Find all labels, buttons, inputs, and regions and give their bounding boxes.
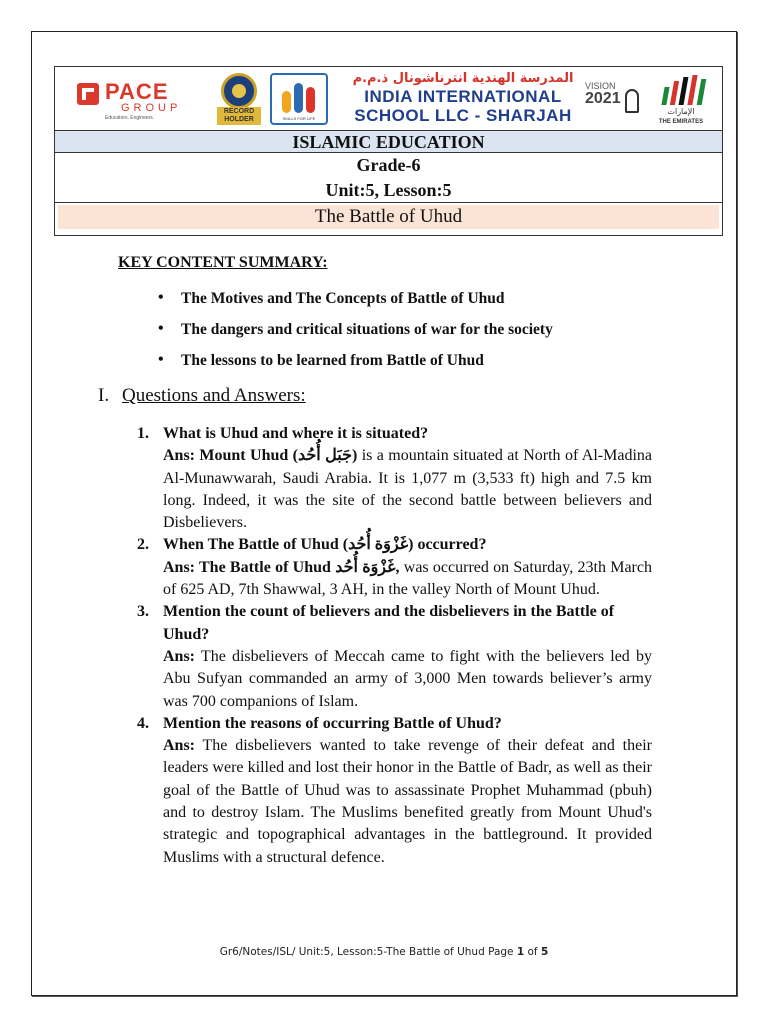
question-number: 2. [137,536,149,554]
unit-lesson-label: Unit:5, Lesson:5 [55,178,722,203]
pace-logo-group: GROUP [121,102,182,114]
qa-item [137,713,652,869]
answer-label: Ans: [163,558,196,576]
iis-bar-icon [282,91,291,113]
emirates-stripe-icon [670,81,679,105]
vision-emblem-icon [625,89,639,113]
iis-logo [270,73,328,125]
footer-text: Gr6/Notes/ISL/ Unit:5, Lesson:5-The Battle of Uhud Page [219,946,517,958]
summary-bullet: • The lessons to be learned from Battle of Uhud [158,352,553,383]
pace-group-logo [77,79,197,119]
question-number: 1. [137,425,149,442]
pace-logo-word: PACE [105,79,169,104]
answer-text [163,445,652,534]
summary-bullet-list [158,290,553,383]
footer-page-number: 1 [516,946,525,958]
answer-label: Ans: [163,737,196,755]
summary-bullet: • The dangers and critical situations of war for the society [158,321,553,352]
answer-body: The disbelievers of Meccah came to fight with the believers led by Abu Sufyan commanded an army of 3,000 Men towards believer’s army was 700 companions of Islam. [163,647,652,710]
answer-body: The disbelievers wanted to take revenge of their defeat and their leaders were killed and lost their honor in the Battle of Badr, as well as their goal of the Battle of Uhud was to assassinate Prophet Muhammad (pbuh) and to destroy Islam. The Muslims benefited greatly from Mount Uhud's strategic and topographical advantages in the battleground. It provided Muslims with a structural defence. [163,737,652,866]
vision-year: 2021 [585,90,621,107]
key-content-summary-heading: KEY CONTENT SUMMARY: [118,254,328,271]
emirates-english: THE EMIRATES [658,119,704,125]
document-header [54,66,723,236]
school-name-line1: INDIA INTERNATIONAL [364,87,562,106]
subject-title: ISLAMIC EDUCATION [55,130,722,153]
the-emirates-logo [653,75,709,127]
page-footer [0,946,768,958]
section-heading [98,385,306,407]
record-holder-plate [217,107,261,125]
answer-emphasis: The Battle of Uhud غَزْوَة أُحُد, [195,558,400,576]
vision-2021-logo [585,81,641,121]
emirates-stripe-icon [661,87,669,105]
record-holder-badge [217,73,261,125]
qa-item [137,534,652,601]
answer-body: was occurred on Saturday, 23th March of 625 AD, 7th Shawwal, 3 AH, in the valley North of Mount Uhud. [163,558,652,599]
answer-label: Ans: [163,647,196,665]
vision-label: VISION [585,81,616,91]
answer-body: is a mountain situated at North of Al-Madina Al-Munawwarah, Saudi Arabia. It is 1,077 m (3,533 ft) high and 7.5 km long. Indeed, it was the site of the second battle between believers and Disbelievers. [163,447,652,532]
question-number: 3. [137,603,149,621]
question-text: What is Uhud and where it is situated? [163,425,429,442]
answer-text [163,557,652,602]
record-label-line2: HOLDER [224,116,254,123]
record-medal-icon [221,73,257,109]
lesson-title: The Battle of Uhud [58,205,719,229]
footer-page-total: 5 [540,946,549,958]
footer-of: of [524,946,541,958]
qa-item [137,423,652,534]
iis-bar-icon [294,83,303,113]
question-number: 4. [137,714,149,732]
school-name-block [343,71,583,127]
answer-text [163,735,652,869]
grade-label: Grade-6 [356,155,421,175]
answer-label: Ans: [163,447,196,465]
emirates-stripe-icon [687,75,697,105]
school-arabic-name: المدرسة الهندية انترناشونال ذ.م.م [352,71,574,86]
question-text: Mention the count of believers and the disbelievers in the Battle of Uhud? [163,603,615,643]
emirates-stripe-icon [697,79,707,105]
answer-text [163,646,652,713]
summary-bullet: • The Motives and The Concepts of Battle of Uhud [158,290,553,321]
answer-emphasis: Mount Uhud (جَبَل أُحُد) [195,447,358,465]
school-name-line2: SCHOOL LLC - SHARJAH [354,106,572,125]
iis-bar-icon [306,87,315,113]
logo-strip [55,67,722,130]
record-label-line1: RECORD [223,108,255,115]
section-title: Questions and Answers: [122,385,306,406]
question-text: When The Battle of Uhud (غَزْوَة أُحُد) occurred? [163,536,487,554]
pace-logo-tagline: Educators. Engineers. [105,115,155,121]
question-text: Mention the reasons of occurring Battle of Uhud? [163,714,502,732]
iis-logo-tagline: SKILLS FOR LIFE [282,116,316,121]
pace-mark-icon [77,83,99,105]
question-answer-list [137,423,652,869]
qa-item [137,601,652,712]
section-number: I. [98,385,110,406]
emirates-arabic: الإمارات [667,107,695,116]
